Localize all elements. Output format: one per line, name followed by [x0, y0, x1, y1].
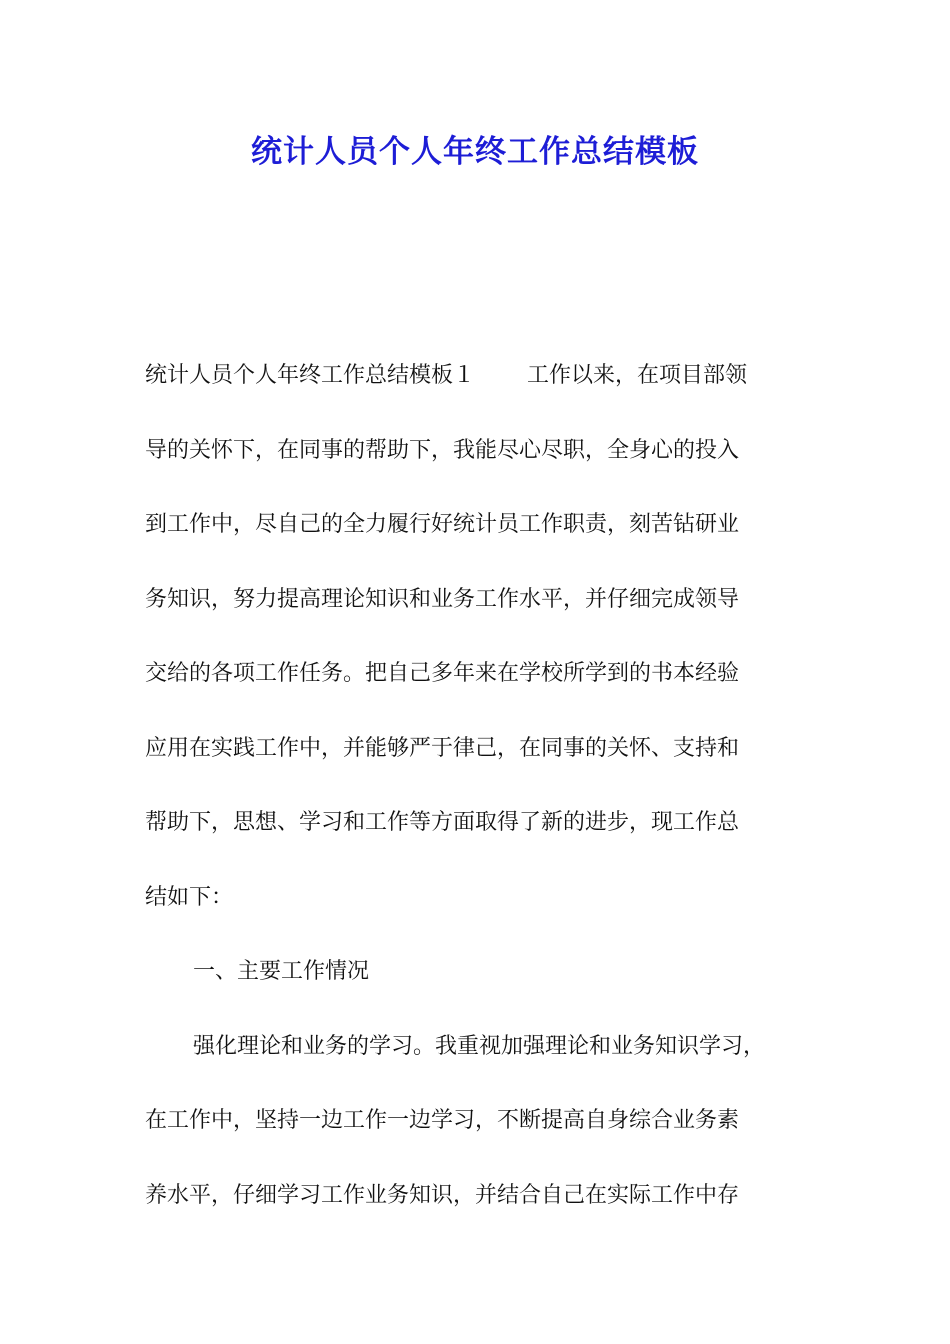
paragraph-line: 务知识，努力提高理论知识和业务工作水平，并仔细完成领导: [145, 586, 740, 612]
paragraph-line: 导的关怀下，在同事的帮助下，我能尽心尽职，全身心的投入: [145, 437, 740, 463]
paragraph-line: 到工作中，尽自己的全力履行好统计员工作职责，刻苦钻研业: [145, 512, 740, 537]
document-body: [145, 339, 810, 1233]
paragraph-line: [145, 339, 810, 414]
paragraph-line: 应用在实践工作中，并能够严于律己，在同事的关怀、支持和: [145, 735, 740, 761]
paragraph-line: 在工作中，坚持一边工作一边学习，不断提高自身综合业务素: [145, 1108, 740, 1133]
paragraph-line: 帮助下，思想、学习和工作等方面取得了新的进步，现工作总: [145, 810, 740, 835]
paragraph-line: 结如下：: [145, 884, 234, 910]
paragraph-line: 强化理论和业务的学习。我重视加强理论和业务知识学习，: [193, 1033, 766, 1059]
paragraph-text: 工作以来，在项目部领: [527, 363, 748, 388]
paragraph-line: 交给的各项工作任务。把自己多年来在学校所学到的书本经验: [145, 661, 740, 686]
section-heading: 统计人员个人年终工作总结模板１: [145, 363, 476, 388]
section-heading: 一、主要工作情况: [193, 959, 370, 984]
document-title: 统计人员个人年终工作总结模板: [251, 134, 699, 170]
paragraph-line: 养水平，仔细学习工作业务知识，并结合自己在实际工作中存: [145, 1182, 740, 1208]
